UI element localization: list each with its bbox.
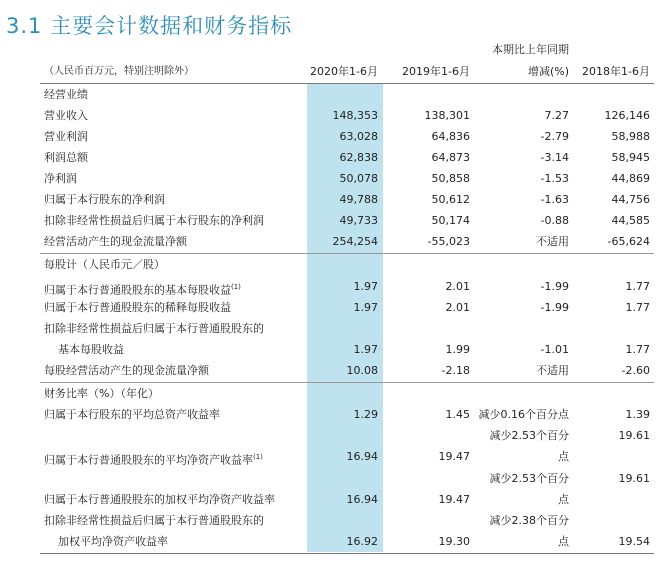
cell-2019: 19.30 [438,535,470,548]
cell-2019: 64,836 [431,130,470,143]
cell-2019: 138,301 [424,109,470,122]
cell-2019: 19.47 [438,450,470,463]
row-label: 归属于本行股东的净利润 [44,193,165,206]
cell-2020: 16.94 [346,450,378,463]
cell-change: 不适用 [536,235,569,248]
cell-2020: 49,733 [339,214,378,227]
cell-2020: 16.94 [346,493,378,506]
row-label: 归属于本行普通股股东的基本每股收益 [44,283,231,297]
cell-2018: 1.77 [625,301,650,314]
cell-2018: 58,945 [611,151,650,164]
cell-2020: 1.97 [353,301,378,314]
cell-change: -1.53 [540,172,569,185]
cell-2019: 19.47 [438,493,470,506]
cell-2018: 19.61 [618,429,650,442]
cell-2020: 1.97 [353,280,378,293]
cell-change: -1.99 [540,280,569,293]
cell-2020: 63,028 [339,130,378,143]
row-label: 营业收入 [44,109,88,122]
cell-change-line2: 点 [558,493,569,506]
row-label: 每股经营活动产生的现金流量净额 [44,364,209,377]
cell-change: 7.27 [544,109,569,122]
cell-2019: 64,873 [431,151,470,164]
section-per-share: 每股计（人民币元／股） [44,258,165,271]
cell-2020: 16.92 [346,535,378,548]
cell-change: -1.63 [540,193,569,206]
cell-2020: 1.29 [353,408,378,421]
cell-2020: 49,788 [339,193,378,206]
row-label: 净利润 [44,172,77,185]
table-bottom-rule [40,553,654,554]
cell-2020: 10.08 [346,364,378,377]
cell-2019: 1.45 [445,408,470,421]
cell-change: 不适用 [536,364,569,377]
col-header-2018: 2018年1-6月 [582,65,650,78]
cell-change-line1: 减少2.53个百分 [489,429,569,442]
row-label: 归属于本行股东的平均总资产收益率 [44,408,220,421]
cell-2019: 50,174 [431,214,470,227]
cell-2018: 44,756 [611,193,650,206]
cell-2018: -2.60 [621,364,650,377]
footnote-mark: (1) [231,283,241,291]
row-label: 扣除非经常性损益后归属于本行普通股股东的 [44,322,264,335]
cell-2018: 19.61 [618,472,650,485]
row-label: 扣除非经常性损益后归属于本行股东的净利润 [44,214,264,227]
cell-change: -0.88 [540,214,569,227]
unit-note: （人民币百万元，特别注明除外） [44,66,194,77]
cell-2020: 254,254 [332,235,378,248]
cell-2018: 58,988 [611,130,650,143]
section-ratios: 财务比率（%）（年化） [44,387,159,400]
cell-2019: 1.99 [445,343,470,356]
cell-2019: -2.18 [441,364,470,377]
col-header-2019: 2019年1-6月 [402,65,470,78]
row-label-continued: 加权平均净资产收益率 [58,535,168,548]
row-label: 经营活动产生的现金流量净额 [44,235,187,248]
cell-change: -1.99 [540,301,569,314]
page-title: 3.1 主要会计数据和财务指标 [6,14,293,38]
cell-2020: 50,078 [339,172,378,185]
col-header-change: 增减(%) [527,65,569,78]
cell-2018: 126,146 [604,109,650,122]
cell-2020: 62,838 [339,151,378,164]
cell-change-line2: 点 [558,535,569,548]
cell-2018: -65,624 [607,235,650,248]
cell-2019: 50,612 [431,193,470,206]
row-label: 营业利润 [44,130,88,143]
cell-2019: 2.01 [445,301,470,314]
col-header-2020: 2020年1-6月 [310,65,378,78]
row-label-wrap [44,447,263,471]
section-divider [40,382,654,383]
header-divider [40,83,654,84]
cell-change-line1: 减少2.53个百分 [489,472,569,485]
cell-2019: -55,023 [427,235,470,248]
cell-2018: 19.54 [618,535,650,548]
cell-change-line2: 点 [558,450,569,463]
cell-change: -3.14 [540,151,569,164]
cell-change: -1.01 [540,343,569,356]
cell-2020: 148,353 [332,109,378,122]
cell-2018: 44,869 [611,172,650,185]
footnote-mark: (1) [253,453,263,461]
cell-2019: 50,858 [431,172,470,185]
row-label: 归属于本行普通股股东的平均净资产收益率 [44,453,253,467]
cell-change: 减少0.16个百分点 [478,408,569,421]
section-operating: 经营业绩 [44,88,88,101]
row-label-continued: 基本每股收益 [58,343,124,356]
cell-change: -2.79 [540,130,569,143]
cell-2018: 1.39 [625,408,650,421]
row-label: 利润总额 [44,151,88,164]
cell-2018: 1.77 [625,280,650,293]
cell-2018: 1.77 [625,343,650,356]
cell-2019: 2.01 [445,280,470,293]
col-header-change-top: 本期比上年同期 [492,43,569,56]
cell-2020: 1.97 [353,343,378,356]
section-divider [40,253,654,254]
row-label: 归属于本行普通股股东的加权平均净资产收益率 [44,493,275,506]
row-label: 扣除非经常性损益后归属于本行普通股股东的 [44,514,264,527]
cell-change-line1: 减少2.38个百分 [489,514,569,527]
row-label: 归属于本行普通股股东的稀释每股收益 [44,301,231,314]
cell-2018: 44,585 [611,214,650,227]
